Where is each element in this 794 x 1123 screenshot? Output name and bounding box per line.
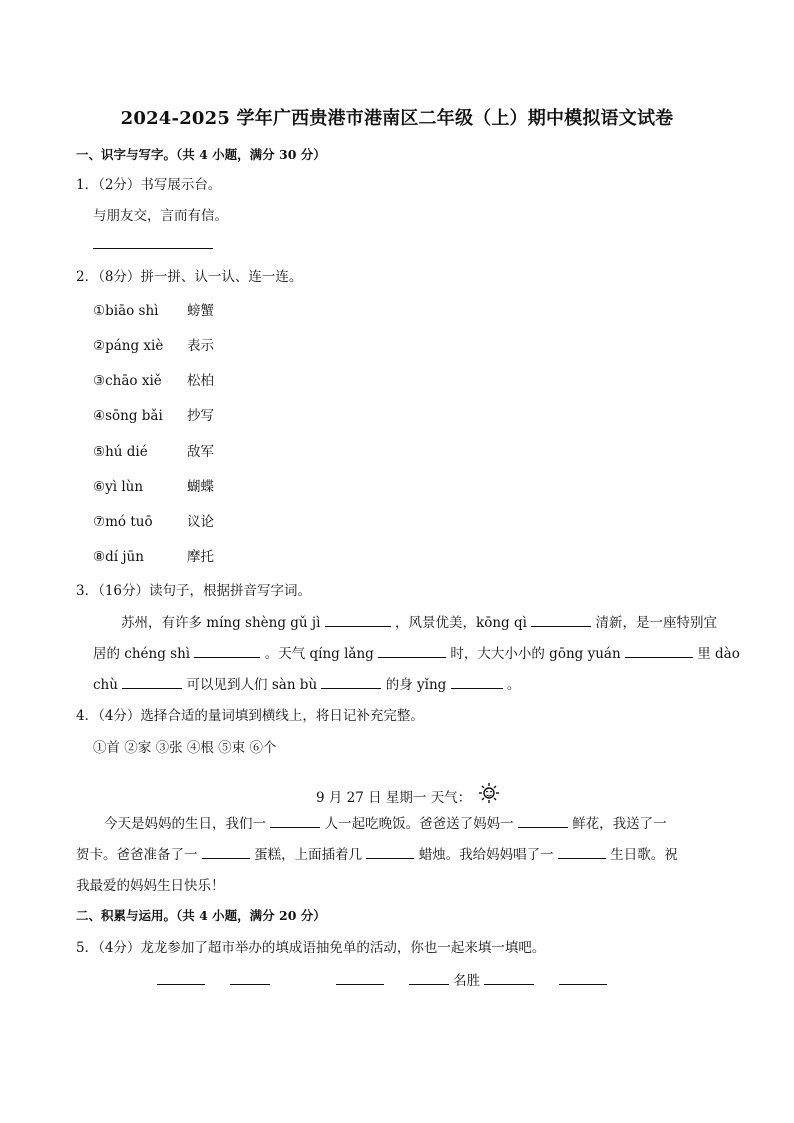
- answer-blank: [230, 972, 270, 985]
- q4-stem: 4．（4分）选择合适的量词填到横线上，将日记补充完整。: [76, 708, 424, 724]
- q3-line-2: [93, 645, 740, 663]
- text-segment: 蜡烛。我给妈妈唱了一: [418, 847, 554, 863]
- pair-pinyin: dí jūn: [105, 549, 144, 565]
- q3-line-3: [93, 676, 520, 694]
- pair-word: 表示: [187, 338, 214, 354]
- pair-word: 螃蟹: [187, 303, 214, 319]
- q1-stem: 1．（2分）书写展示台。: [76, 177, 222, 193]
- answer-blank: [625, 645, 693, 658]
- text-segment: 时，大大小小的 gōng yuán: [450, 646, 621, 662]
- text-segment: 。: [506, 677, 521, 693]
- pair-word: 敌军: [187, 444, 214, 460]
- text-segment: 今天是妈妈的生日，我们一: [104, 816, 266, 832]
- text-segment: 清新，是一座特别宜: [595, 615, 718, 631]
- text-segment: 。天气 qíng lǎng: [264, 646, 374, 662]
- diary-date: 9 月 27 日 星期一 天气：: [316, 790, 472, 806]
- diary-line-1: [104, 815, 667, 833]
- pair-number: ⑤: [93, 444, 106, 460]
- pair-number: ⑦: [93, 514, 106, 530]
- q1-answer-blank: [93, 236, 213, 254]
- pair-pinyin: páng xiè: [105, 338, 164, 354]
- q3-line-1: [121, 614, 717, 632]
- pair-pinyin: mó tuō: [105, 514, 153, 530]
- answer-blank: [531, 614, 591, 627]
- answer-blank: [409, 972, 449, 985]
- answer-blank: [518, 815, 568, 828]
- q2-pair: [93, 407, 163, 425]
- q2-pair: [93, 443, 148, 461]
- text-segment: 可以见到人们 sàn bù: [186, 677, 318, 693]
- answer-blank: [194, 645, 260, 658]
- answer-blank: [270, 815, 320, 828]
- pair-word: 蝴蝶: [187, 479, 214, 495]
- pair-pinyin: sōng bǎi: [105, 408, 163, 424]
- diary-line-3: 我最爱的妈妈生日快乐！: [76, 878, 225, 894]
- answer-blank: [157, 972, 205, 985]
- answer-blank: [321, 676, 381, 689]
- pair-number: ②: [93, 338, 106, 354]
- q2-pair: [93, 513, 153, 531]
- diary-date-line: [316, 785, 500, 812]
- answer-blank: [378, 645, 446, 658]
- text-segment: 鲜花，我送了一: [572, 816, 667, 832]
- q2-pair: [93, 372, 162, 390]
- text-segment: 贺卡。爸爸准备了一: [76, 847, 198, 863]
- q5-idiom-blanks: [157, 972, 607, 990]
- q4-options: ①首 ②家 ③张 ④根 ⑤束 ⑥个: [93, 740, 277, 756]
- diary-line-2: [76, 846, 678, 864]
- answer-blank: [93, 236, 213, 249]
- pair-number: ⑧: [93, 549, 106, 565]
- answer-blank: [336, 972, 384, 985]
- answer-blank: [451, 676, 503, 689]
- text-segment: chù: [93, 677, 118, 693]
- section-2-heading: 二、积累与运用。（共 4 小题，满分 20 分）: [76, 908, 326, 923]
- pair-word: 议论: [187, 514, 214, 530]
- q5-stem: 5．（4分）龙龙参加了超市举办的填成语抽免单的活动，你也一起来填一填吧。: [76, 940, 546, 956]
- answer-blank: [122, 676, 182, 689]
- text-segment: 居的 chéng shì: [93, 646, 191, 662]
- answer-blank: [484, 972, 534, 985]
- page-title: 2024-2025 学年广西贵港市港南区二年级（上）期中模拟语文试卷: [120, 108, 674, 129]
- q2-pair: [93, 478, 143, 496]
- answer-blank: [558, 846, 606, 859]
- q3-stem: 3．（16分）读句子，根据拼音写字词。: [76, 583, 312, 599]
- q2-stem: 2．（8分）拼一拼、认一认、连一连。: [76, 269, 303, 285]
- text-segment: 人一起吃晚饭。爸爸送了妈妈一: [324, 816, 514, 832]
- pair-number: ⑥: [93, 479, 106, 495]
- text-segment: 苏州，有许多 míng shèng gǔ jì: [121, 615, 321, 631]
- pair-word: 摩托: [187, 549, 214, 565]
- text-segment: 里 dào: [697, 646, 740, 662]
- answer-blank: [202, 846, 250, 859]
- pair-word: 松柏: [187, 373, 214, 389]
- pair-number: ③: [93, 373, 106, 389]
- q2-pair: [93, 337, 163, 355]
- pair-word: 抄写: [187, 408, 214, 424]
- pair-number: ④: [93, 408, 106, 424]
- pair-pinyin: biāo shì: [105, 303, 159, 319]
- sun-icon: [478, 782, 500, 809]
- pair-pinyin: yì lùn: [105, 479, 144, 495]
- answer-blank: [366, 846, 414, 859]
- text-segment: 的身 yǐng: [385, 677, 447, 693]
- answer-blank: [559, 972, 607, 985]
- idiom-word: 名胜: [453, 973, 481, 989]
- pair-pinyin: hú dié: [105, 444, 148, 460]
- pair-number: ①: [93, 303, 106, 319]
- text-segment: 生日歌。祝: [610, 847, 678, 863]
- section-1-heading: 一、识字与写字。（共 4 小题，满分 30 分）: [76, 147, 326, 162]
- q1-sentence: 与朋友交，言而有信。: [93, 208, 228, 224]
- text-segment: 蛋糕，上面插着几: [254, 847, 363, 863]
- q2-pair: [93, 302, 158, 320]
- text-segment: ，风景优美，kōng qì: [395, 615, 527, 631]
- answer-blank: [325, 614, 391, 627]
- q2-pair: [93, 548, 144, 566]
- pair-pinyin: chāo xiě: [105, 373, 162, 389]
